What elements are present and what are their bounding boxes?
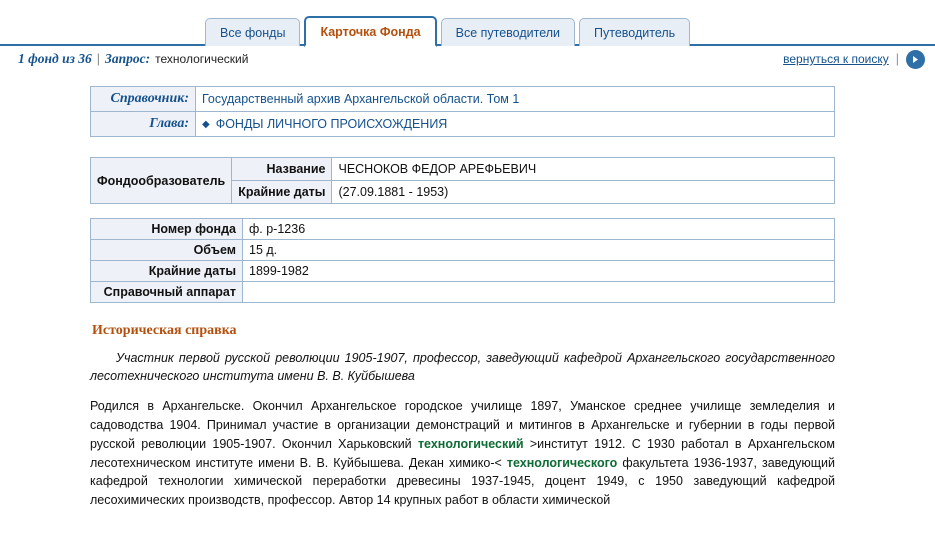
extreme-dates-label: Крайние даты <box>91 261 243 282</box>
query-value: технологический <box>155 52 249 66</box>
historical-note-body <box>90 397 835 510</box>
tab-label: Путеводитель <box>594 25 676 40</box>
query-separator: | <box>96 52 101 66</box>
query-actions <box>783 50 925 69</box>
tab-label: Все путеводители <box>455 25 561 40</box>
chapter-value-cell <box>196 112 835 137</box>
tab-bar <box>0 0 935 46</box>
tab-all-funds[interactable] <box>205 18 300 46</box>
founder-name-label: Название <box>232 158 332 181</box>
fund-number-label: Номер фонда <box>91 219 243 240</box>
query-summary <box>18 51 248 67</box>
founder-table <box>90 157 835 204</box>
tab-fund-card[interactable] <box>304 16 436 47</box>
action-separator: | <box>895 52 899 66</box>
spacer <box>90 204 885 218</box>
reference-apparatus-value <box>243 282 835 303</box>
chapter-label: Глава: <box>91 112 196 137</box>
founder-dates-label: Крайние даты <box>232 181 332 204</box>
search-highlight-1: технологический <box>417 436 524 451</box>
back-to-search-link[interactable]: вернуться к поиску <box>783 52 889 66</box>
reference-apparatus-label: Справочный аппарат <box>91 282 243 303</box>
spacer <box>90 137 885 157</box>
table-row-reference <box>91 87 835 112</box>
tab-label: Карточка Фонда <box>320 24 421 39</box>
extreme-dates-value: 1899-1982 <box>243 261 835 282</box>
historical-note-lead: Участник первой русской революции 1905-1907, профессор, заведующий кафедрой Архангельского государственного лесотехнического института имени В. В. Куйбышева <box>90 351 835 384</box>
reference-value[interactable]: Государственный архив Архангельской области. Том 1 <box>196 87 835 112</box>
body-text-2: >институт 1912. С 1930 работал в Архангельском лесотехническом институте имени В. В. Куйбышева. Декан химико-< <box>90 436 835 470</box>
body-text-3: факультета 1936-1937, заведующий кафедрой технологии химической переработки древесины 1937-1945, доцент 1949, с 1950 заведующий кафедрой лесохимических производств, профессор. Автор 14 крупных работ в области химической <box>90 455 835 507</box>
query-bar <box>0 46 935 72</box>
volume-label: Объем <box>91 240 243 261</box>
volume-value: 15 д. <box>243 240 835 261</box>
spacer <box>90 303 885 323</box>
search-highlight-2: технологического <box>506 455 618 470</box>
reference-table <box>90 86 835 137</box>
founder-dates-value: (27.09.1881 - 1953) <box>332 181 835 204</box>
body-text-1: Родился в Архангельске. Окончил Архангельское городское училище 1897, Уманское среднее училище земледелия и садоводства 1904. Принимал участие в организации демонстраций и митингов в Архангельске и губернии в годы первой русской революции 1905-1907. Окончил Харьковский <box>90 399 835 451</box>
table-row <box>91 219 835 240</box>
tab-label: Все фонды <box>220 25 286 40</box>
main-content <box>0 72 935 510</box>
table-row <box>91 240 835 261</box>
result-count: 1 фонд из 36 <box>18 51 92 66</box>
table-row-chapter <box>91 112 835 137</box>
query-label: Запрос: <box>105 51 151 66</box>
table-row <box>91 261 835 282</box>
fund-properties-table <box>90 218 835 303</box>
founder-name-value: ЧЕСНОКОВ ФЕДОР АРЕФЬЕВИЧ <box>332 158 835 181</box>
reference-label: Справочник: <box>91 87 196 112</box>
arrow-right-icon[interactable] <box>906 50 925 69</box>
founder-label: Фондообразователь <box>91 158 232 204</box>
tab-all-guides[interactable] <box>441 18 575 46</box>
chapter-link[interactable]: ФОНДЫ ЛИЧНОГО ПРОИСХОЖДЕНИЯ <box>215 117 448 131</box>
bullet-diamond-icon: ◆ <box>202 119 210 130</box>
tab-guide[interactable] <box>579 18 690 46</box>
historical-note-title: Историческая справка <box>92 323 237 338</box>
table-row <box>91 158 835 181</box>
fund-number-value: ф. р-1236 <box>243 219 835 240</box>
table-row <box>91 282 835 303</box>
